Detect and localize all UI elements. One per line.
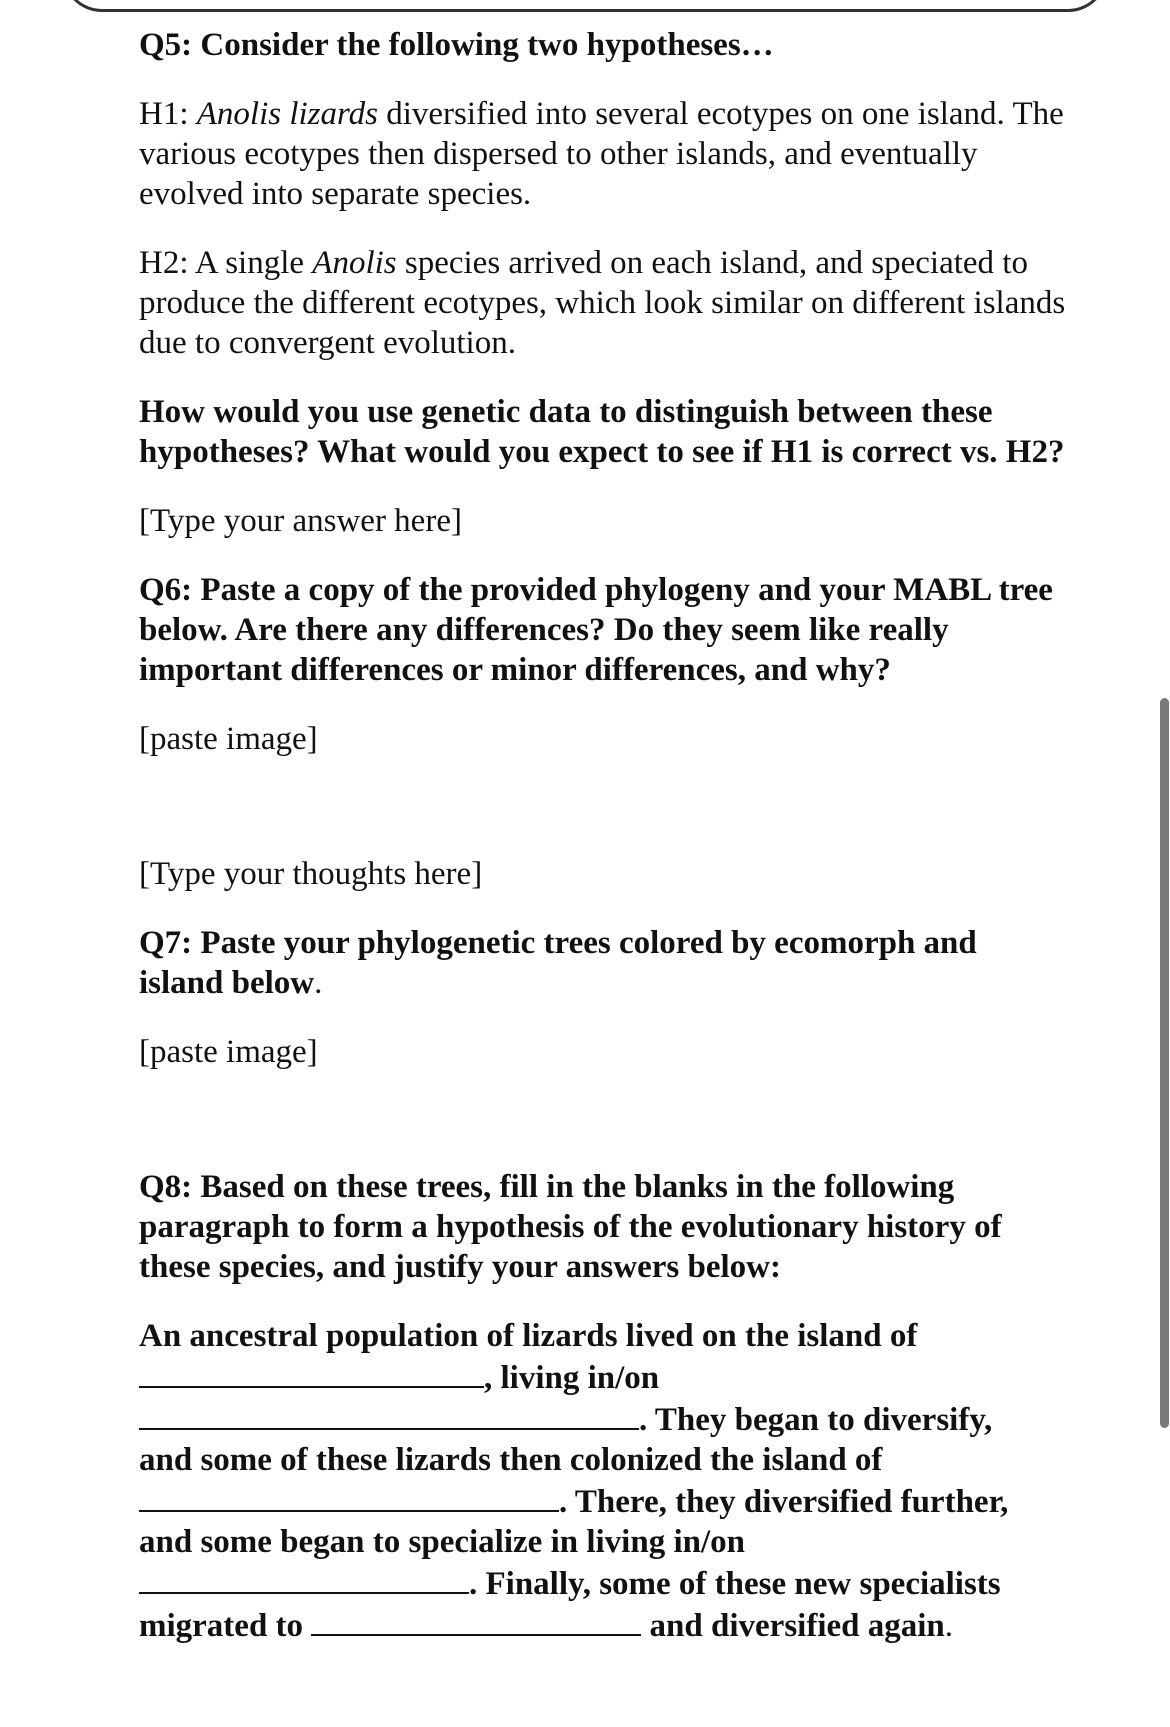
q8-text-7: . Finally, some of these new specialists — [469, 1566, 1001, 1602]
q5-question: How would you use genetic data to distinguish between these hypotheses? What would you expect to see if H1 is correct vs. H2? — [139, 394, 1065, 470]
q5-h1-rest: diversified into several ecotypes on one island. The various ecotypes then dispersed to other islands, and eventually evolved into separate species. — [139, 96, 1064, 212]
q8-line-5 — [139, 1480, 1069, 1522]
q5-h2-rest: species arrived on each island, and speciated to produce the different ecotypes, which look similar on different islands due to convergent evolution. — [139, 245, 1066, 361]
q8-line-4 — [139, 1440, 1069, 1480]
q8-text-1: An ancestral population of lizards lived on the island of — [139, 1318, 918, 1354]
q8-text-3: . They began to diversify, — [639, 1402, 993, 1438]
document-body — [139, 20, 1069, 1646]
q8-line-1 — [139, 1316, 1069, 1356]
q8-text-2: , living in/on — [484, 1360, 660, 1396]
q6-image-placeholder[interactable]: [paste image] — [139, 721, 318, 757]
q5-h2-italic: Anolis — [312, 245, 397, 281]
q8-fill-in-paragraph — [139, 1316, 1069, 1646]
q8-heading-text: : Based on these trees, fill in the blanks in the following paragraph to form a hypothesis of the evolutionary history of these species, and justify your answers below: — [139, 1169, 1002, 1285]
q8-blank-island-3[interactable] — [311, 1604, 641, 1636]
q8-line-3 — [139, 1398, 1069, 1440]
page-top-border — [62, 0, 1108, 12]
q8-text-8: migrated to — [139, 1608, 304, 1644]
q5-hypothesis-2 — [139, 243, 1069, 363]
q6-thoughts-field[interactable]: [Type your thoughts here] — [139, 856, 483, 892]
q5-h2-prefix: H2: A single — [139, 245, 313, 281]
q8-blank-habitat-2[interactable] — [139, 1562, 469, 1594]
q5-heading: Q5: Consider the following two hypotheses… — [139, 27, 774, 63]
q8-text-9: and diversified again — [649, 1608, 945, 1644]
q6-heading: Q6: Paste a copy of the provided phylogeny and your MABL tree below. Are there any differences? Do they seem like really important differences or minor differences, and why? — [139, 572, 1053, 688]
q7-image-placeholder[interactable]: [paste image] — [139, 1034, 318, 1070]
q7-heading-text: : Paste your phylogenetic trees colored by ecomorph and island below — [139, 925, 977, 1001]
q8-line-6 — [139, 1522, 1069, 1562]
q8-text-6: and some began to specialize in living in/on — [139, 1524, 745, 1560]
q8-blank-island-1[interactable] — [139, 1356, 484, 1388]
q5-h1-italic: Anolis lizards — [196, 96, 378, 132]
q8-heading — [139, 1167, 1069, 1287]
q8-blank-island-2[interactable] — [139, 1480, 559, 1512]
q7-heading — [139, 923, 1069, 1003]
vertical-scrollbar[interactable] — [1160, 698, 1169, 1428]
q8-final-period: . — [944, 1608, 954, 1644]
q7-label: Q7 — [139, 925, 182, 961]
q8-line-7 — [139, 1562, 1069, 1604]
q8-line-2 — [139, 1356, 1069, 1398]
q7-period: . — [314, 965, 323, 1001]
q8-blank-habitat-1[interactable] — [139, 1398, 639, 1430]
q8-text-5: . There, they diversified further, — [559, 1484, 1009, 1520]
q8-line-8 — [139, 1604, 1069, 1646]
q5-hypothesis-1 — [139, 94, 1069, 214]
q8-label: Q8 — [139, 1169, 182, 1205]
q8-text-4: and some of these lizards then colonized the island of — [139, 1442, 883, 1478]
q5-answer-field[interactable]: [Type your answer here] — [139, 503, 462, 539]
q5-h1-prefix: H1: — [139, 96, 197, 132]
